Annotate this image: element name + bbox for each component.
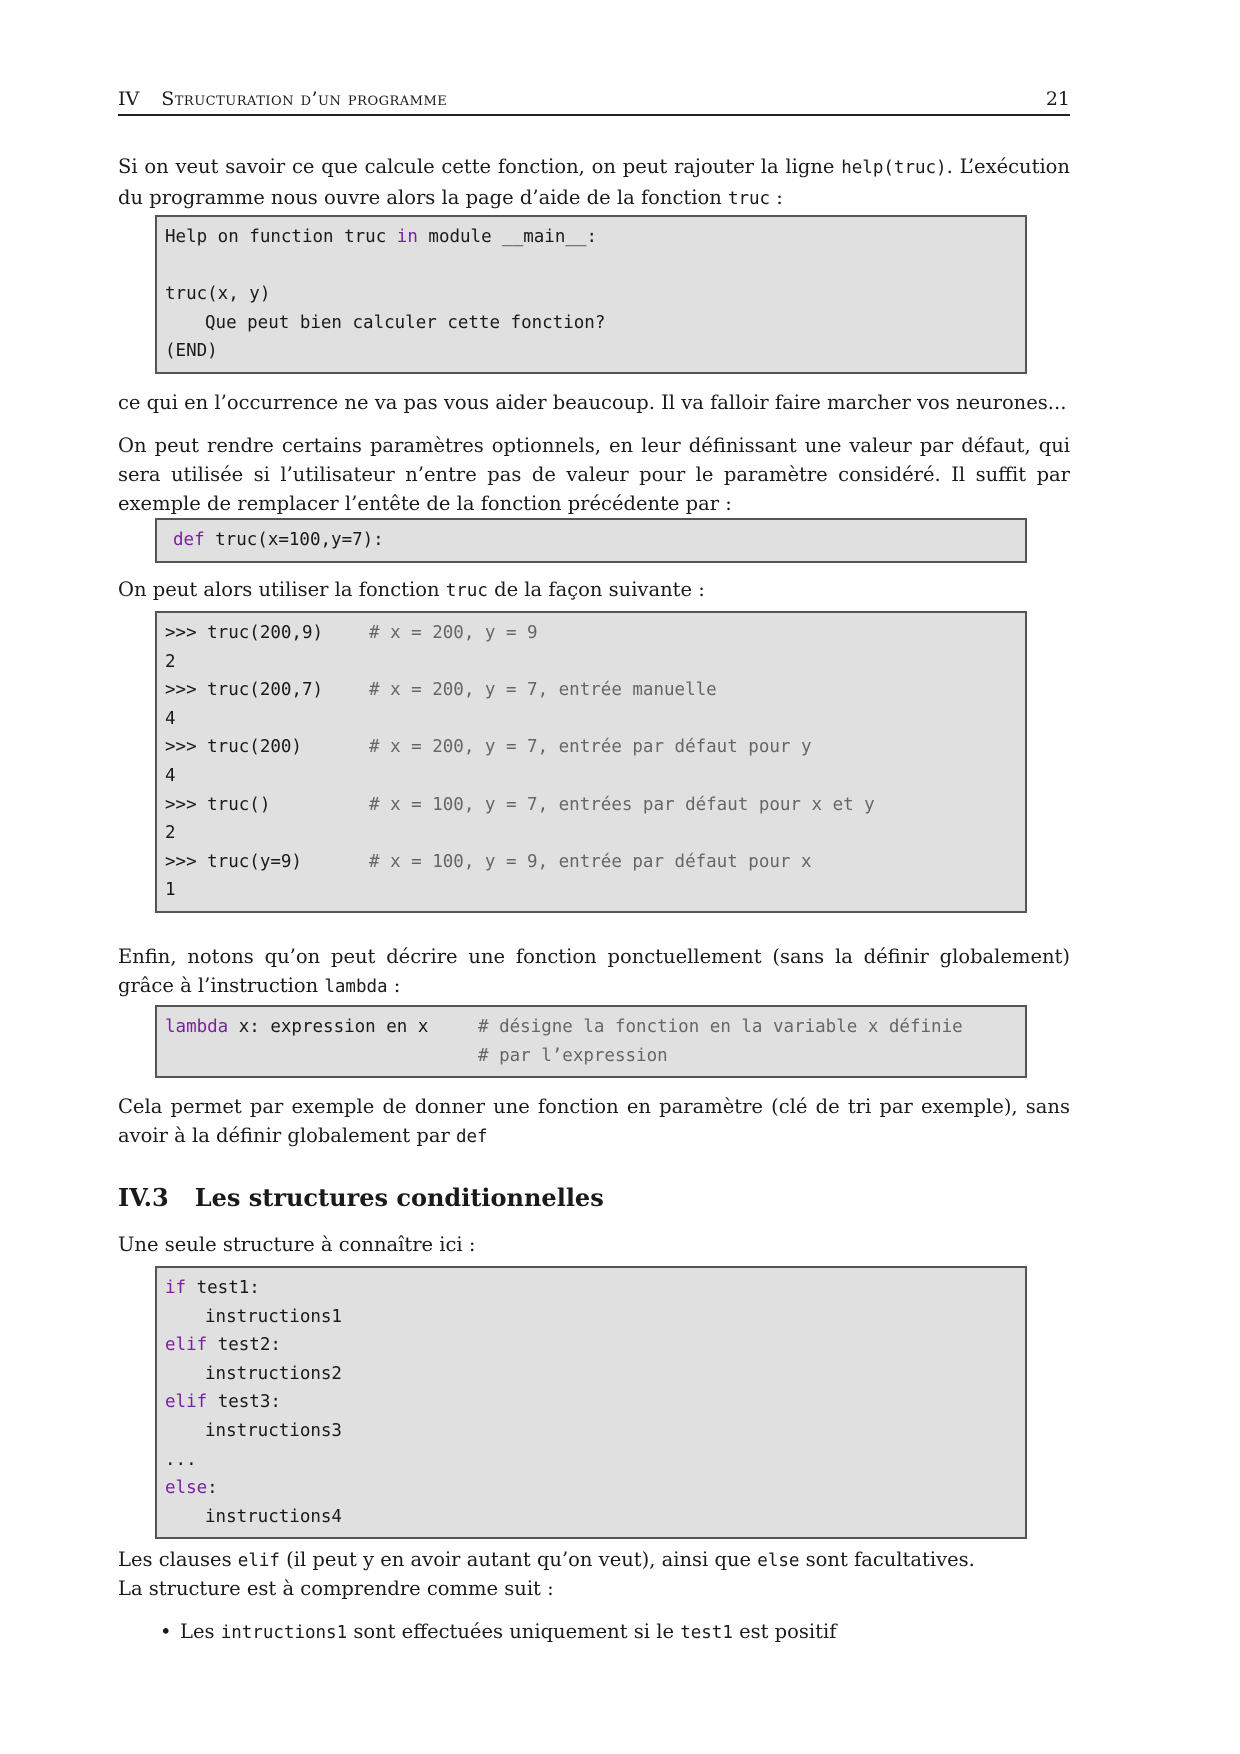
paragraph-lambda: Enfin, notons qu’on peut décrire une fonction ponctuellement (sans la définir globalement) grâce à l’instruction lambda : <box>118 945 1070 997</box>
code-line: 2 <box>165 651 176 672</box>
code-line: Que peut bien calculer cette fonction? <box>205 312 606 333</box>
inline-code: elif <box>237 1551 280 1571</box>
code-line: >>> truc(200,7) # x = 200, y = 7, entrée manuelle <box>165 680 717 701</box>
header-chapter: IV <box>118 88 140 110</box>
code-line: elif test3: <box>165 1392 281 1413</box>
paragraph-usage: On peut alors utiliser la fonction truc de la façon suivante : <box>118 578 705 601</box>
code-line: >>> truc(200) # x = 200, y = 7, entrée par défaut pour y <box>165 737 812 758</box>
paragraph-structure: La structure est à comprendre comme suit : <box>118 1577 554 1600</box>
code-block-help-output <box>155 215 1027 374</box>
code-line: Help on function truc in module __main__: <box>165 227 597 247</box>
code-line: instructions2 <box>205 1363 342 1384</box>
paragraph-lambda-use: Cela permet par exemple de donner une fonction en paramètre (clé de tri par exemple), sans avoir à la définir globalement par def <box>118 1095 1070 1147</box>
paragraph-neurones: ce qui en l’occurrence ne va pas vous aider beaucoup. Il va falloir faire marcher vos neurones... <box>118 391 1067 414</box>
bullet-icon: • <box>160 1620 172 1643</box>
inline-code: def <box>455 1127 488 1147</box>
code-line: 1 <box>165 880 176 901</box>
code-line: instructions1 <box>205 1306 342 1327</box>
code-block-conditional <box>155 1266 1027 1539</box>
inline-code: else <box>757 1551 800 1571</box>
paragraph-clauses: Les clauses elif (il peut y en avoir autant qu’on veut), ainsi que else sont facultatives. <box>118 1548 975 1571</box>
code-line: lambda x: expression en x # désigne la fonction en la variable x définie <box>165 1017 963 1037</box>
code-line: >>> truc(y=9) # x = 100, y = 9, entrée par défaut pour x <box>165 851 812 872</box>
code-line: if test1: <box>165 1278 260 1298</box>
code-line: >>> truc(200,9) # x = 200, y = 9 <box>165 623 538 643</box>
section-heading <box>118 1183 604 1212</box>
inline-code: truc <box>727 189 771 209</box>
code-line: instructions3 <box>205 1420 342 1441</box>
code-block-calls <box>155 611 1027 913</box>
code-line: elif test2: <box>165 1335 281 1356</box>
inline-code: truc <box>445 581 488 601</box>
bullet-item: • Les intructions1 sont effectuées uniquement si le test1 est positif <box>160 1617 836 1648</box>
code-line: truc(x, y) <box>165 284 271 305</box>
inline-code: help(truc) <box>841 158 947 178</box>
paragraph-default-params: On peut rendre certains paramètres optionnels, en leur définissant une valeur par défaut, qui sera utilisée si l’utilisateur n’entre pas de valeur pour le paramètre considéré. Il suffit par exemple de remplacer l’entête de la fonction précédente par : <box>118 434 1070 515</box>
code-line: 4 <box>165 765 176 786</box>
inline-code: lambda <box>324 977 388 997</box>
code-line: else: <box>165 1478 218 1499</box>
code-line: 4 <box>165 708 176 729</box>
section-title: Les structures conditionnelles <box>194 1183 604 1212</box>
running-header <box>118 86 1070 116</box>
code-line: instructions4 <box>205 1506 342 1527</box>
code-block-lambda <box>155 1005 1027 1078</box>
section-number: IV.3 <box>118 1183 169 1212</box>
page-number: 21 <box>1045 88 1070 110</box>
code-line-blank <box>165 252 1017 281</box>
paragraph-help: Si on veut savoir ce que calcule cette fonction, on peut rajouter la ligne help(truc). L’exécution du programme nous ouvre alors la page d’aide de la fonction truc : <box>118 155 1070 209</box>
code-line: 2 <box>165 823 176 844</box>
header-title: Structuration d’un programme <box>161 88 448 110</box>
inline-code: test1 <box>680 1623 733 1643</box>
inline-code: intructions1 <box>220 1623 348 1643</box>
code-line: >>> truc() # x = 100, y = 7, entrées par défaut pour x et y <box>165 794 875 815</box>
code-line: (END) <box>165 341 218 362</box>
paragraph-intro-if: Une seule structure à connaître ici : <box>118 1233 476 1256</box>
code-line: def truc(x=100,y=7): <box>173 530 384 550</box>
code-block-def <box>155 518 1027 563</box>
code-line: ... <box>165 1449 197 1470</box>
code-line: # par l’expression <box>478 1045 668 1066</box>
